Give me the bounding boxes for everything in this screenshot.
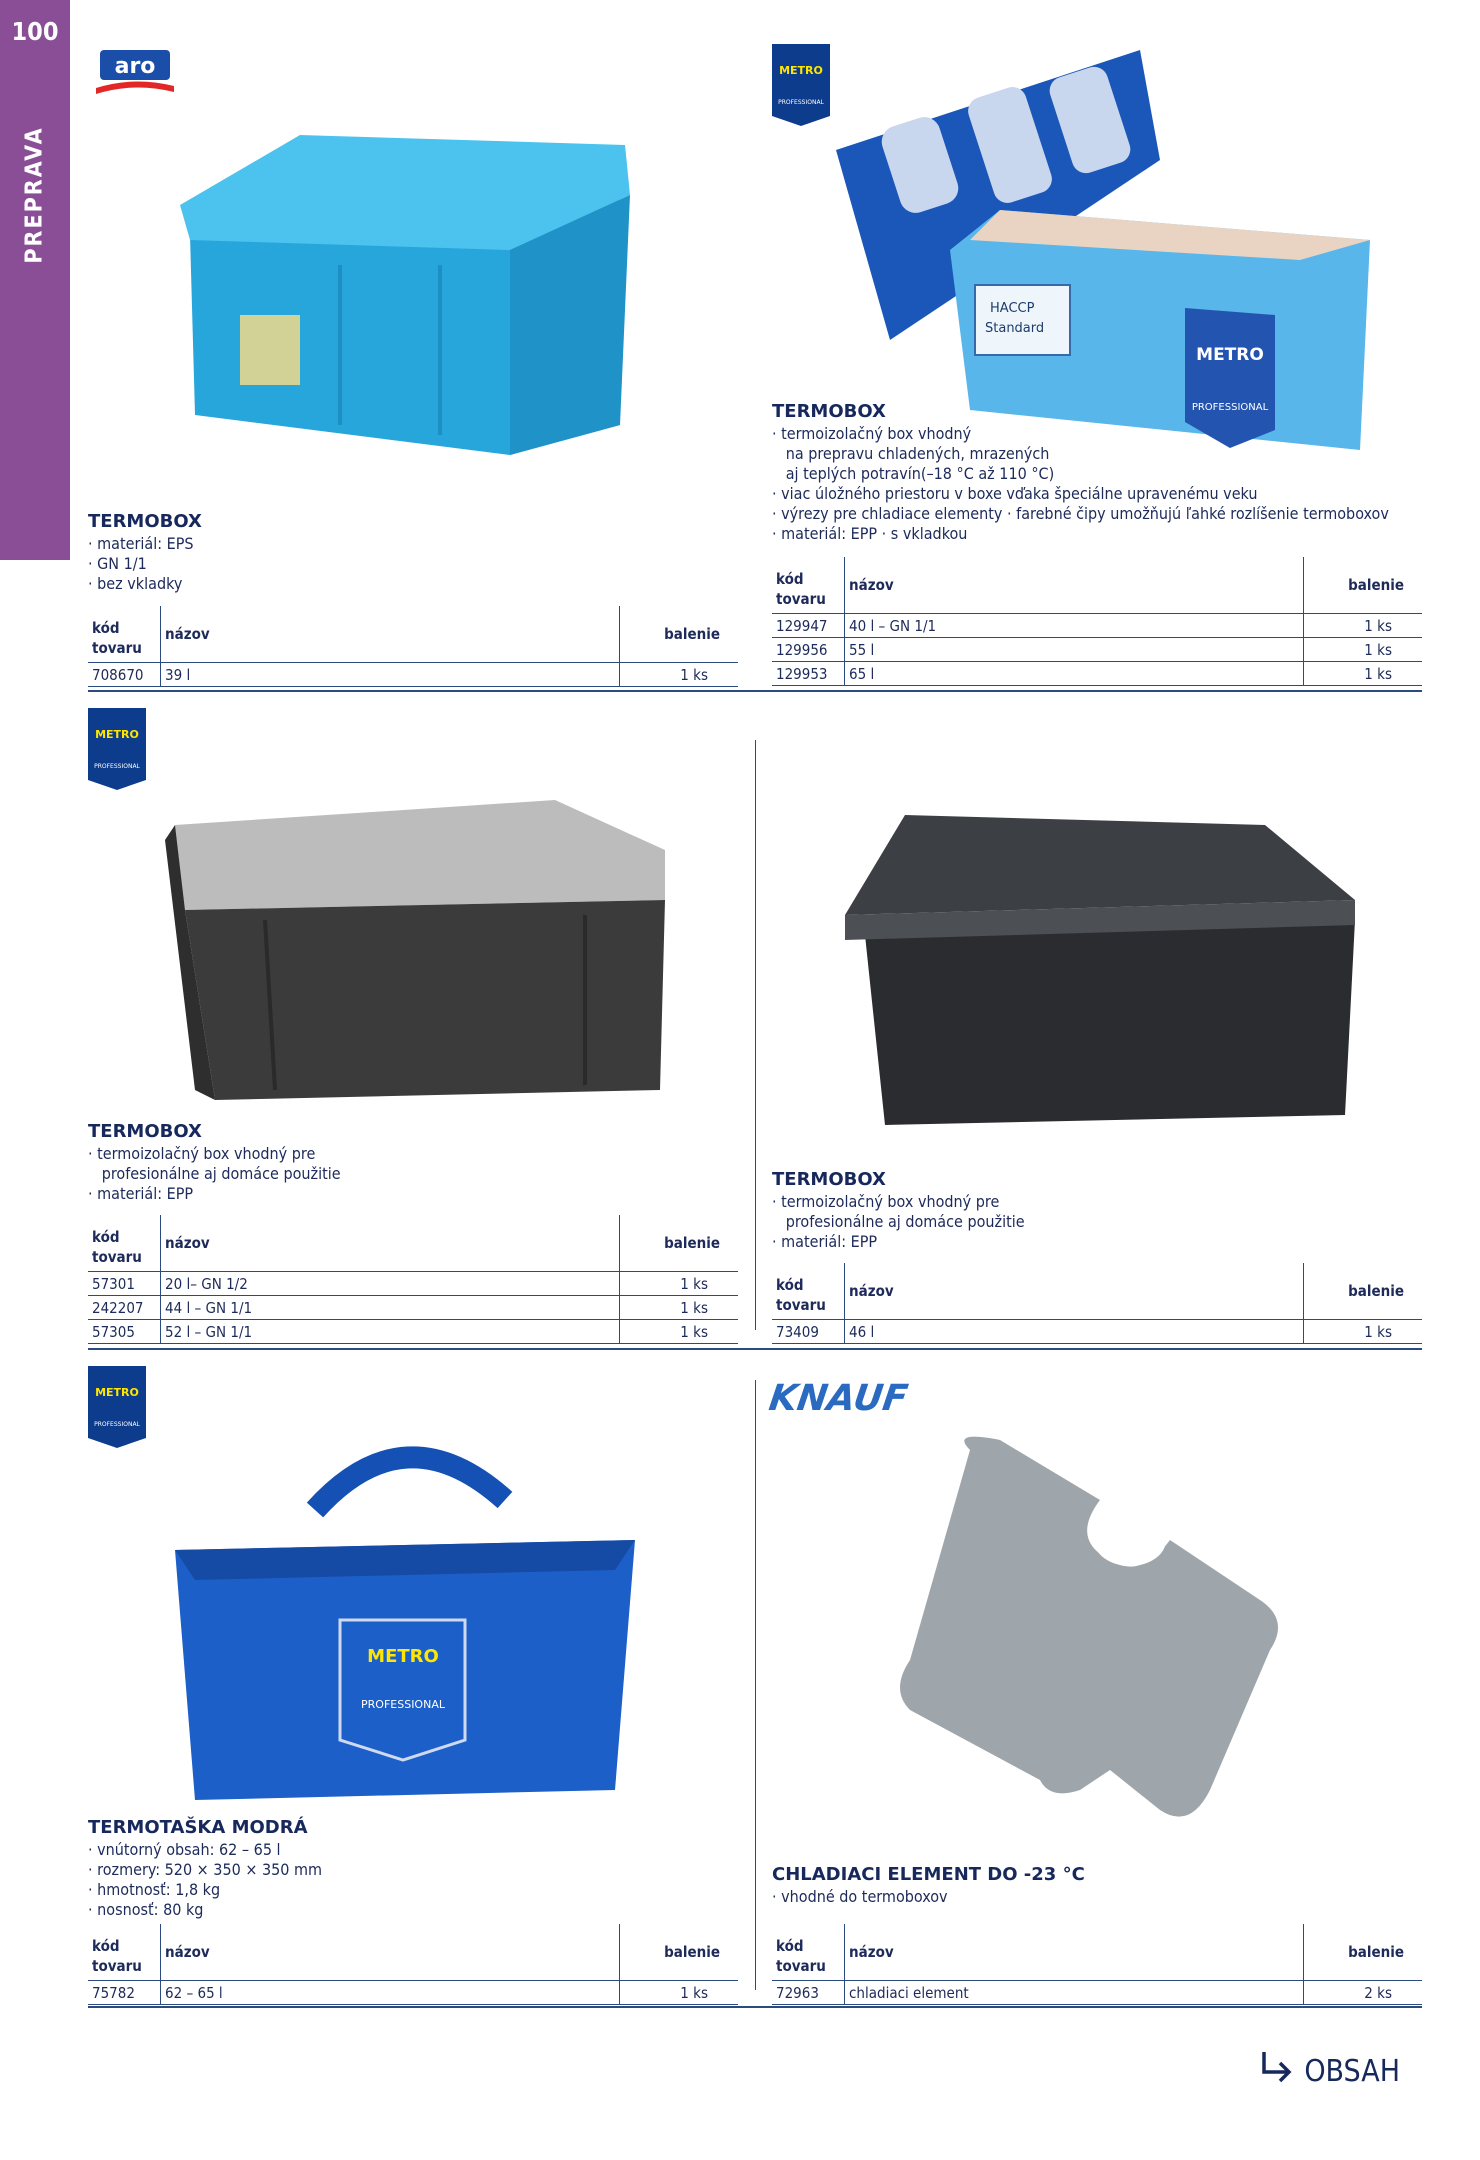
name-cell: 52 l – GN 1/1	[161, 1320, 620, 1344]
code-cell: 57305	[88, 1320, 161, 1344]
feature-line: · GN 1/1	[88, 554, 147, 573]
column-header-pack: balenie	[620, 1215, 739, 1272]
svg-text:METRO: METRO	[779, 64, 823, 77]
knauf-logo	[766, 1366, 911, 1422]
name-cell: 62 – 65 l	[161, 1981, 620, 2005]
name-cell: 40 l – GN 1/1	[845, 614, 1304, 638]
contents-link[interactable]	[1258, 2048, 1400, 2094]
feature-line: na prepravu chladených, mrazených	[772, 444, 1050, 463]
feature-line: · termoizolačný box vhodný pre	[772, 1192, 1000, 1211]
pack-cell: 1 ks	[620, 1981, 739, 2005]
table-row	[772, 662, 1422, 686]
column-header-pack: balenie	[1304, 1263, 1423, 1320]
product-table-1	[88, 606, 738, 687]
column-header-code: kód tovaru	[88, 1924, 161, 1981]
column-header-name: názov	[845, 1263, 1304, 1320]
page-number: 100	[11, 16, 59, 46]
svg-text:KNAUF: KNAUF	[766, 1376, 911, 1419]
column-header-name: názov	[161, 1215, 620, 1272]
table-row	[88, 663, 738, 687]
column-header-name: názov	[161, 606, 620, 663]
column-header-code: kód tovaru	[88, 1215, 161, 1272]
table-row	[772, 614, 1422, 638]
pack-cell: 1 ks	[620, 663, 739, 687]
name-cell: 65 l	[845, 662, 1304, 686]
pack-cell: 2 ks	[1304, 1981, 1423, 2005]
feature-line: · materiál: EPP · s vkladkou	[772, 524, 968, 543]
column-header-code: kód tovaru	[772, 557, 845, 614]
column-divider	[755, 740, 756, 1330]
product-image-black-box	[845, 815, 1355, 1125]
product-image-grey-box	[165, 800, 665, 1100]
svg-text:METRO: METRO	[1196, 345, 1264, 365]
product-image-blue-bag	[175, 1430, 635, 1800]
metro-professional-logo	[772, 44, 830, 126]
feature-line: · materiál: EPS	[88, 534, 194, 553]
product-table-4	[772, 1263, 1422, 1344]
section-title: PREPRAVA	[22, 126, 49, 264]
feature-line: · materiál: EPP	[88, 1184, 194, 1203]
table-row	[88, 1981, 738, 2005]
name-cell: 55 l	[845, 638, 1304, 662]
svg-text:METRO: METRO	[95, 1386, 139, 1399]
table-row	[88, 1320, 738, 1344]
column-header-pack: balenie	[620, 1924, 739, 1981]
name-cell: 46 l	[845, 1320, 1304, 1344]
pack-cell: 1 ks	[620, 1296, 739, 1320]
aro-logo	[94, 46, 176, 100]
product-title: TERMOBOX	[88, 511, 202, 532]
pack-cell: 1 ks	[1304, 638, 1423, 662]
svg-text:PROFESSIONAL: PROFESSIONAL	[94, 763, 140, 770]
code-cell: 57301	[88, 1272, 161, 1296]
product-table-3	[88, 1215, 738, 1344]
pack-cell: 1 ks	[1304, 1320, 1423, 1344]
product-title: TERMOTAŠKA MODRÁ	[88, 1817, 308, 1838]
code-cell: 129947	[772, 614, 845, 638]
column-header-name: názov	[845, 557, 1304, 614]
svg-text:HACCP: HACCP	[990, 301, 1035, 316]
column-header-name: názov	[845, 1924, 1304, 1981]
svg-text:aro: aro	[114, 54, 156, 79]
name-cell: chladiaci element	[845, 1981, 1304, 2005]
feature-line: · výrezy pre chladiace elementy · farebné čipy umožňujú ľahké rozlíšenie termoboxov	[772, 504, 1389, 523]
product-table-2	[772, 557, 1422, 686]
row-divider-3	[88, 2006, 1422, 2008]
return-arrow-icon	[1258, 2048, 1296, 2094]
code-cell: 708670	[88, 663, 161, 687]
product-block-1	[88, 511, 738, 594]
svg-text:PROFESSIONAL: PROFESSIONAL	[778, 99, 824, 106]
code-cell: 129953	[772, 662, 845, 686]
section-tab	[0, 0, 70, 560]
product-title: TERMOBOX	[88, 1121, 202, 1142]
column-header-code: kód tovaru	[772, 1924, 845, 1981]
pack-cell: 1 ks	[620, 1272, 739, 1296]
product-title: TERMOBOX	[772, 1169, 886, 1190]
metro-professional-logo	[88, 1366, 146, 1448]
product-block-5	[88, 1817, 738, 1920]
column-header-code: kód tovaru	[88, 606, 161, 663]
svg-text:Standard: Standard	[985, 321, 1045, 336]
code-cell: 242207	[88, 1296, 161, 1320]
metro-professional-logo	[88, 708, 146, 790]
feature-line: · hmotnosť: 1,8 kg	[88, 1880, 221, 1899]
feature-line: · materiál: EPP	[772, 1232, 878, 1251]
code-cell: 72963	[772, 1981, 845, 2005]
feature-line: profesionálne aj domáce použitie	[88, 1164, 341, 1183]
svg-text:PROFESSIONAL: PROFESSIONAL	[1191, 402, 1269, 413]
product-block-6	[772, 1864, 1422, 1907]
product-title: CHLADIACI ELEMENT DO -23 °C	[772, 1864, 1085, 1885]
svg-text:METRO: METRO	[367, 1646, 439, 1667]
code-cell: 73409	[772, 1320, 845, 1344]
pack-cell: 1 ks	[620, 1320, 739, 1344]
feature-line: · viac úložného priestoru v boxe vďaka špeciálne upravenému veku	[772, 484, 1258, 503]
table-row	[88, 1296, 738, 1320]
product-image-blue-eps-box	[180, 125, 640, 455]
pack-cell: 1 ks	[1304, 662, 1423, 686]
code-cell: 75782	[88, 1981, 161, 2005]
feature-line: · vhodné do termoboxov	[772, 1887, 948, 1906]
column-divider-lower	[755, 1380, 756, 1990]
table-row	[88, 1272, 738, 1296]
name-cell: 20 l– GN 1/2	[161, 1272, 620, 1296]
column-header-pack: balenie	[620, 606, 739, 663]
code-cell: 129956	[772, 638, 845, 662]
svg-text:PROFESSIONAL: PROFESSIONAL	[94, 1421, 140, 1428]
feature-line: · termoizolačný box vhodný	[772, 424, 972, 443]
column-header-pack: balenie	[1304, 557, 1423, 614]
table-row	[772, 1320, 1422, 1344]
column-header-name: názov	[161, 1924, 620, 1981]
product-image-cooling-element	[890, 1430, 1290, 1830]
product-block-2	[772, 401, 1422, 544]
name-cell: 44 l – GN 1/1	[161, 1296, 620, 1320]
row-divider-2	[88, 1348, 1422, 1350]
feature-line: · bez vkladky	[88, 574, 183, 593]
feature-line: · vnútorný obsah: 62 – 65 l	[88, 1840, 281, 1859]
svg-text:PROFESSIONAL: PROFESSIONAL	[361, 1698, 445, 1711]
pack-cell: 1 ks	[1304, 614, 1423, 638]
feature-line: · nosnosť: 80 kg	[88, 1900, 204, 1919]
feature-line: aj teplých potravín(–18 °C až 110 °C)	[772, 464, 1055, 483]
name-cell: 39 l	[161, 663, 620, 687]
feature-line: profesionálne aj domáce použitie	[772, 1212, 1025, 1231]
product-title: TERMOBOX	[772, 401, 886, 422]
table-row	[772, 638, 1422, 662]
contents-label: OBSAH	[1304, 2053, 1400, 2089]
product-block-3	[88, 1121, 738, 1204]
column-header-pack: balenie	[1304, 1924, 1423, 1981]
feature-line: · termoizolačný box vhodný pre	[88, 1144, 316, 1163]
table-row	[772, 1981, 1422, 2005]
row-divider-1	[88, 690, 1422, 692]
product-block-4	[772, 1169, 1422, 1252]
product-table-6	[772, 1924, 1422, 2005]
svg-text:METRO: METRO	[95, 728, 139, 741]
column-header-code: kód tovaru	[772, 1263, 845, 1320]
feature-line: · rozmery: 520 × 350 × 350 mm	[88, 1860, 323, 1879]
product-table-5	[88, 1924, 738, 2005]
